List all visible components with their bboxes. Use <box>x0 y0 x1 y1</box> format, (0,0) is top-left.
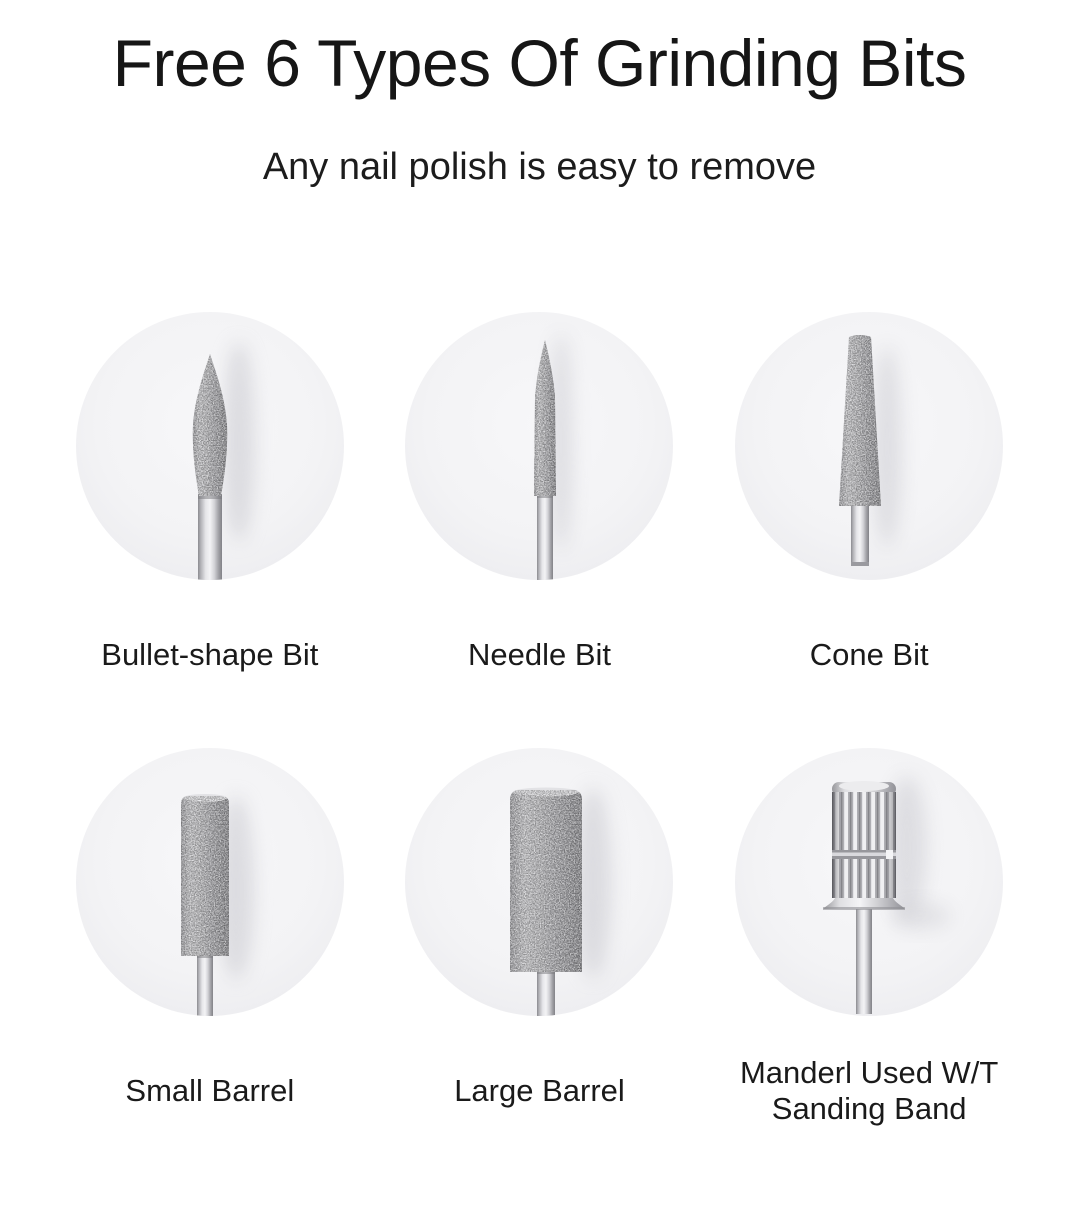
bit-label: Needle Bit <box>467 637 611 673</box>
page-title: Free 6 Types Of Grinding Bits <box>112 26 967 100</box>
bit-photo-circle <box>405 312 673 580</box>
cone-bit-photo <box>735 312 1003 580</box>
product-infographic <box>0 26 1079 1211</box>
bit-label: Large Barrel <box>454 1073 625 1109</box>
bit-photo-circle <box>76 748 344 1016</box>
bit-photo-circle <box>76 312 344 580</box>
bit-photo-circle <box>735 748 1003 1016</box>
large-barrel-bit-photo <box>405 748 673 1016</box>
bit-label: Bullet-shape Bit <box>101 637 319 673</box>
bit-tile-cone <box>704 312 1034 693</box>
bit-tile-large-barrel <box>375 748 705 1129</box>
needle-bit-photo <box>405 312 673 580</box>
bit-tile-bullet-shape <box>45 312 375 693</box>
bit-label: Cone Bit <box>809 637 929 673</box>
bit-label: Small Barrel <box>125 1073 295 1109</box>
small-barrel-bit-photo <box>76 748 344 1016</box>
page-subtitle: Any nail polish is easy to remove <box>262 146 817 188</box>
bullet-shape-bit-photo <box>76 312 344 580</box>
bits-grid <box>0 312 1079 1129</box>
bit-photo-circle <box>735 312 1003 580</box>
bit-photo-circle <box>405 748 673 1016</box>
bit-tile-small-barrel <box>45 748 375 1129</box>
bit-tile-needle <box>375 312 705 693</box>
bit-tile-mandrel-sanding-band <box>704 748 1034 1129</box>
bit-label: Manderl Used W/T Sanding Band <box>739 1055 999 1126</box>
mandrel-with-sanding-band-photo <box>735 748 1003 1016</box>
